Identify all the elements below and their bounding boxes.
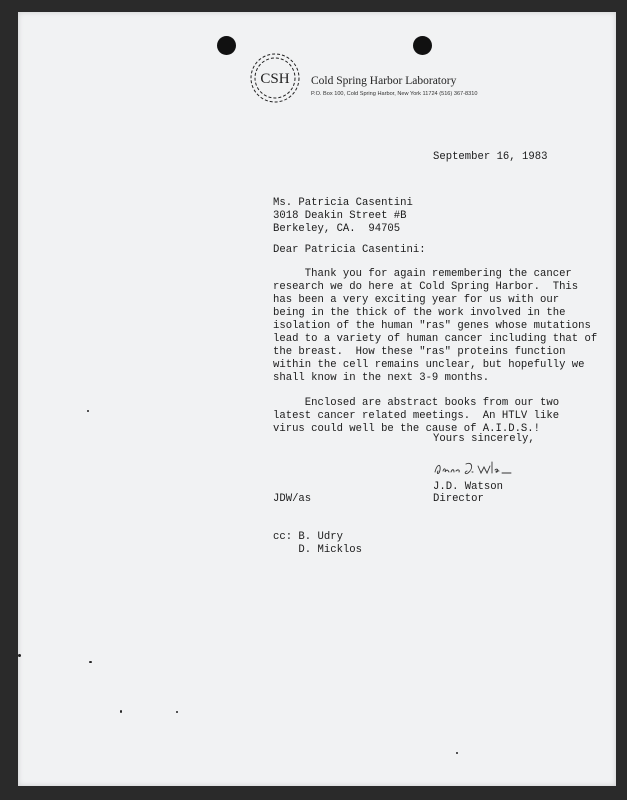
letterhead-name: Cold Spring Harbor Laboratory — [311, 75, 457, 87]
paper-speck — [18, 654, 21, 657]
typist-initials: JDW/as — [273, 493, 312, 505]
recipient-line: Berkeley, CA. 94705 — [273, 223, 401, 235]
punch-hole-right — [413, 36, 432, 55]
paper-speck — [120, 710, 122, 713]
body-line: research we do here at Cold Spring Harbor. This — [273, 281, 579, 293]
csh-logo-icon — [246, 50, 304, 106]
paper-speck — [89, 661, 92, 663]
signer-title: Director — [433, 493, 484, 505]
signer-name: J.D. Watson — [433, 481, 503, 493]
body-line: shall know in the next 3-9 months. — [273, 372, 490, 384]
cc-line: cc: B. Udry — [273, 531, 343, 543]
paper-speck — [176, 711, 178, 713]
salutation: Dear Patricia Casentini: — [273, 244, 426, 256]
body-line: lead to a variety of human cancer including that of — [273, 333, 598, 345]
body-line: virus could well be the cause of A.I.D.S.! — [273, 423, 541, 435]
body-line: the breast. How these "ras" proteins function — [273, 346, 566, 358]
recipient-line: Ms. Patricia Casentini — [273, 197, 413, 209]
paper-speck — [456, 752, 458, 754]
closing: Yours sincerely, — [433, 433, 535, 445]
body-line: Enclosed are abstract books from our two — [273, 397, 560, 409]
cc-line: D. Micklos — [273, 544, 363, 556]
recipient-line: 3018 Deakin Street #B — [273, 210, 407, 222]
body-line: being in the thick of the work involved in the — [273, 307, 566, 319]
body-line: latest cancer related meetings. An HTLV like — [273, 410, 560, 422]
body-line: isolation of the human "ras" genes whose mutations — [273, 320, 591, 332]
body-line: Thank you for again remembering the cancer — [273, 268, 572, 280]
letter-date: September 16, 1983 — [433, 151, 548, 163]
body-line: within the cell remains unclear, but hopefully we — [273, 359, 585, 371]
logo-text: CSH — [260, 71, 290, 87]
signature-icon — [432, 458, 512, 480]
body-line: has been a very exciting year for us with our — [273, 294, 560, 306]
letterhead-address: P.O. Box 100, Cold Spring Harbor, New York 11724 (516) 367-8310 — [311, 91, 478, 97]
punch-hole-left — [217, 36, 236, 55]
paper-speck — [87, 410, 89, 412]
